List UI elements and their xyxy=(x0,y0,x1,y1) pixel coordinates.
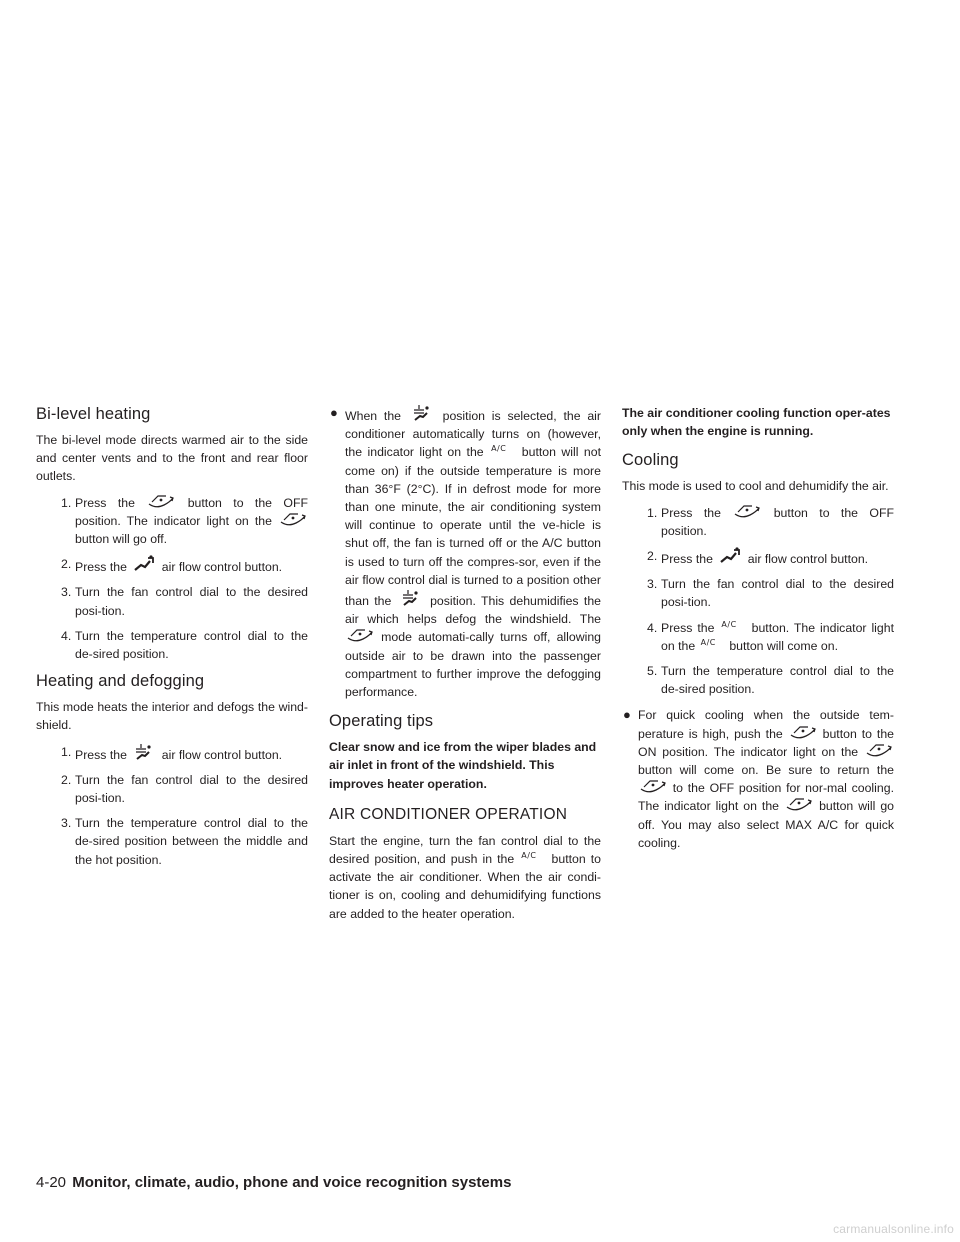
floor-defrost-mode-icon xyxy=(132,743,156,761)
bilevel-steps xyxy=(36,494,308,664)
cooling-step-2: 2. Press the air flow control button. xyxy=(647,549,869,567)
air-recirculation-icon xyxy=(347,629,373,643)
air-recirculation-icon xyxy=(734,505,760,519)
floor-mode-icon xyxy=(718,547,742,565)
page-footer xyxy=(36,1174,511,1192)
operating-tips-title: Operating tips xyxy=(329,712,434,731)
floor-defrost-mode-icon xyxy=(410,404,434,422)
cooling-intro: This mode is used to cool and dehumidify the air. xyxy=(622,479,889,494)
quick-cooling-bullet: ● For quick cooling when the outside tem-perature is high, push the button to the ON position. The indicator light on the button will come on. Be sure to return the to the OFF position for nor-mal cooling. The indicator light on the button will go off. You may also select MAX A/C for quick cooling. xyxy=(623,707,895,850)
ac-operation-text: Start the engine, turn the fan control dial to the desired position, and push in the A/C button to activate the air conditioner. When the air condi-tioner is on, cooling and dehumidifying functions are added to the heater operation. xyxy=(329,833,602,921)
air-recirculation-icon xyxy=(148,495,174,509)
heating-intro: This mode heats the interior and defogs the wind-shield. xyxy=(36,700,308,733)
bilevel-step-4: 4. Turn the temperature control dial to the de-sired position. xyxy=(61,628,308,662)
cooling-step-3: 3. Turn the fan control dial to the desired posi-tion. xyxy=(647,577,894,610)
heating-step-2: 2. Turn the fan control dial to the desired posi-tion. xyxy=(61,772,308,806)
air-recirculation-icon xyxy=(866,744,892,758)
air-recirculation-icon xyxy=(280,513,306,527)
heating-steps xyxy=(36,743,308,869)
cooling-steps xyxy=(622,504,894,699)
bilevel-step-1: 1. Press the button to the OFF position. The indicator light on the button will go off. xyxy=(61,495,308,547)
cooling-title: Cooling xyxy=(622,451,679,470)
heating-step-1: 1. Press the air flow control button. xyxy=(61,744,283,762)
middle-column xyxy=(329,404,601,931)
ac-operation-title: AIR CONDITIONER OPERATION xyxy=(329,805,568,823)
heating-defogging-title: Heating and defogging xyxy=(36,672,205,691)
defrost-bullet: ● When the position is selected, the air conditioner automatically turns on (however, the indicator light on the A/C button will not come on) if the outside temperature is more than 36°F (2°C). If in defrost mode for more than one minute, the air conditioning system will continue to operate until the ve-hicle is shut off, the fan is turned off or the A/C button is used to turn off the compres-sor, even if the air flow control dial is turned to a position other than the position. This dehumidifies the air which helps defog the windshield. The mode automati-cally turns off, allowing outside air to be drawn into the passenger compartment to further improve the defogging performance. xyxy=(330,405,602,700)
heating-step-3: 3. Turn the temperature control dial to the de-sired position between the middle and the hot position. xyxy=(61,816,308,867)
bilevel-intro: The bi-level mode directs warmed air to the side and center vents and to the front and rear floor outlets. xyxy=(36,433,308,484)
ac-icon: A/C xyxy=(700,637,716,647)
watermark: carmanualsonline.info xyxy=(833,1222,954,1236)
cooling-step-5: 5. Turn the temperature control dial to the de-sired position. xyxy=(647,664,894,697)
floor-mode-icon xyxy=(132,555,156,573)
ac-icon: A/C xyxy=(491,444,507,454)
air-recirculation-icon xyxy=(786,798,812,812)
operating-tips-text: Clear snow and ice from the wiper blades and air inlet in front of the windshield. This improves heater operation. xyxy=(329,740,597,791)
air-recirculation-icon xyxy=(790,726,816,740)
ac-icon: A/C xyxy=(721,619,737,629)
ac-icon: A/C xyxy=(521,851,537,861)
bilevel-step-3: 3. Turn the fan control dial to the desired posi-tion. xyxy=(61,585,308,618)
bilevel-heating-title: Bi-level heating xyxy=(36,405,151,423)
cooling-step-4: 4. Press the A/C button. The indicator light on the A/C button will come on. xyxy=(647,619,895,653)
cooling-step-1: 1. Press the button to the OFF position. xyxy=(647,505,894,538)
page-number: 4-20 xyxy=(36,1174,67,1191)
chapter-title: Monitor, climate, audio, phone and voice recognition systems xyxy=(72,1174,512,1191)
left-column xyxy=(36,404,308,877)
cooling-warning: The air conditioner cooling function oper-ates only when the engine is running. xyxy=(622,406,891,439)
bilevel-step-2: 2. Press the air flow control button. xyxy=(61,557,283,575)
right-column xyxy=(622,404,894,860)
floor-defrost-mode-icon xyxy=(399,589,423,607)
air-recirculation-icon xyxy=(640,780,666,794)
bullet-dot: ● xyxy=(330,405,338,420)
bullet-dot: ● xyxy=(623,707,631,723)
